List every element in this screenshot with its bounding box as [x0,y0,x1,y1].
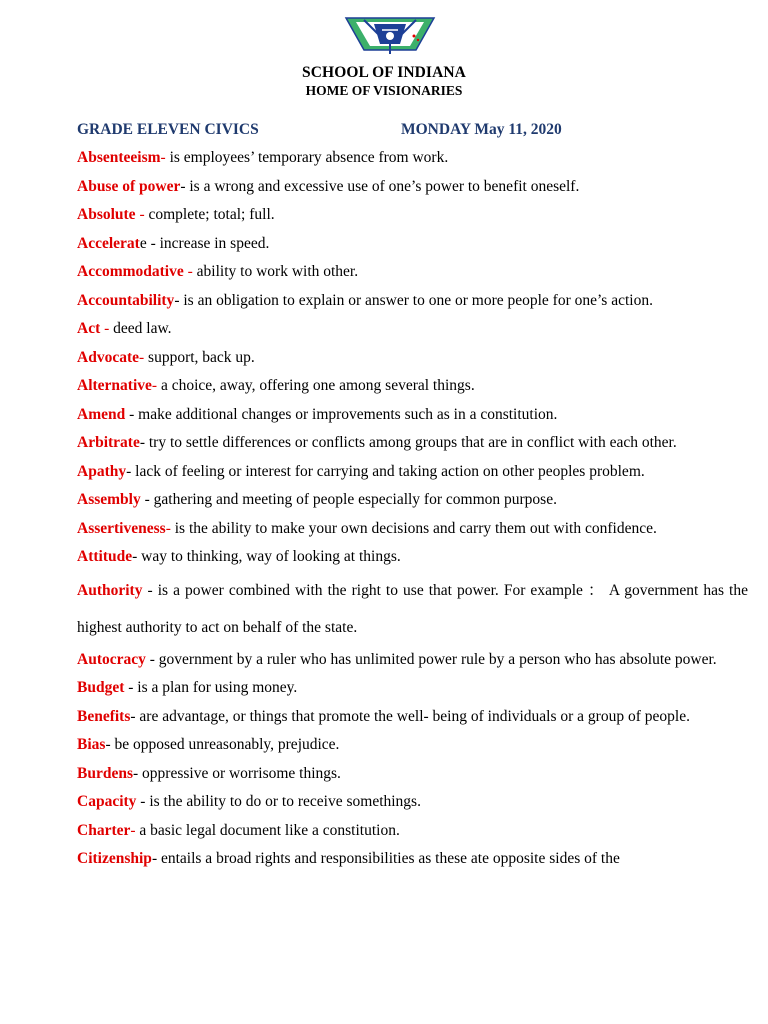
glossary-term: Apathy [77,462,127,480]
term-separator: - [151,377,158,394]
glossary-definition: - oppressive or worrisome things. [133,764,341,782]
glossary-definition: - way to thinking, way of looking at things. [132,548,401,565]
glossary-entry [77,173,748,202]
glossary-definition: - try to settle differences or conflicts among groups that are in conflict with each other. [139,434,677,451]
glossary-term: Arbitrate [77,434,140,451]
glossary-term: Benefits [77,707,131,725]
glossary-entry [77,429,748,458]
glossary-definition: - be opposed unreasonably, prejudice. [105,736,340,753]
glossary-entry [77,258,748,287]
glossary-entry [77,372,748,401]
glossary-definition: complete; total; full. [144,206,275,223]
subject-heading: GRADE ELEVEN CIVICS [77,121,259,138]
term-separator: - [139,348,145,366]
glossary-entry [77,674,748,703]
glossary-term: Advocate [77,348,139,366]
glossary-entry [77,230,748,259]
glossary-term: Citizenship [77,850,152,867]
glossary-term: Assertiveness [77,519,166,537]
term-separator: - [165,519,171,537]
glossary-entry [77,731,748,760]
glossary-entry [77,201,748,230]
glossary-term: Charter [77,821,131,839]
glossary-list [77,144,748,874]
glossary-term: Absolute [77,206,136,223]
glossary-entry [77,788,748,817]
glossary-entry [77,458,748,487]
glossary-entry [77,543,748,572]
glossary-entry [77,401,748,430]
glossary-definition: is the ability to make your own decisions and carry them out with confidence. [170,519,657,537]
glossary-entry [77,486,748,515]
glossary-definition: - government by a ruler who has unlimited power rule by a person who has absolute power. [145,650,717,668]
glossary-definition: a basic legal document like a constitution. [135,821,400,839]
glossary-term: Bias [77,736,106,753]
glossary-term: Amend [77,405,126,423]
glossary-term: Autocracy [77,650,146,668]
glossary-entry [77,287,748,316]
school-motto: HOME OF VISIONARIES [305,83,463,98]
glossary-term: Accelerat [77,234,140,252]
glossary-definition: - is a power combined with the right to use that power. For example ： A government has the highest authority to act on behalf of the state. [77,581,748,636]
term-separator: - [135,206,145,223]
glossary-definition: is employees’ temporary absence from work. [165,149,449,166]
glossary-term: Absenteeism [77,149,161,166]
glossary-term: Authority [77,581,143,599]
glossary-definition: - is a wrong and excessive use of one’s power to benefit oneself. [180,177,580,195]
glossary-entry [77,817,748,846]
term-separator: - [183,263,193,280]
glossary-term: Assembly [77,491,141,508]
glossary-entry [77,845,748,874]
glossary-entry [77,344,748,373]
school-name: SCHOOL OF INDIANA [302,64,466,81]
glossary-term: Accommodative [77,263,184,280]
glossary-definition: deed law. [109,320,172,337]
glossary-term: Accountability [77,291,175,309]
glossary-definition: - lack of feeling or interest for carrying and taking action on other peoples problem. [126,462,645,480]
glossary-definition: - is a plan for using money. [124,679,298,696]
glossary-entry [77,646,748,675]
glossary-definition: - make additional changes or improvements such as in a constitution. [125,405,558,423]
glossary-definition: e - increase in speed. [139,234,270,252]
glossary-definition: support, back up. [144,348,255,366]
glossary-definition: - is an obligation to explain or answer to one or more people for one’s action. [174,291,653,309]
glossary-term: Alternative [77,377,152,394]
glossary-definition: ability to work with other. [192,263,359,280]
glossary-term: Abuse of power [77,177,181,195]
glossary-entry [77,315,748,344]
glossary-definition: a choice, away, offering one among several things. [157,377,475,394]
glossary-term: Act [77,320,101,337]
glossary-definition: - gathering and meeting of people especially for common purpose. [140,491,557,508]
school-emblem-icon [344,14,436,56]
glossary-term: Attitude [77,548,133,565]
glossary-entry [77,760,748,789]
glossary-entry [77,703,748,732]
glossary-entry [77,144,748,173]
date-heading: MONDAY May 11, 2020 [401,121,562,138]
term-separator: - [160,149,166,166]
glossary-term: Burdens [77,764,133,782]
glossary-entry [77,572,748,646]
glossary-definition: - entails a broad rights and responsibilities as these ate opposite sides of the [151,850,620,867]
term-separator: - [130,821,136,839]
glossary-definition: - are advantage, or things that promote the well- being of individuals or a group of people. [130,707,690,725]
glossary-term: Budget [77,679,125,696]
term-separator: - [100,320,110,337]
glossary-entry [77,515,748,544]
glossary-definition: - is the ability to do or to receive somethings. [136,793,421,810]
glossary-term: Capacity [77,793,137,810]
